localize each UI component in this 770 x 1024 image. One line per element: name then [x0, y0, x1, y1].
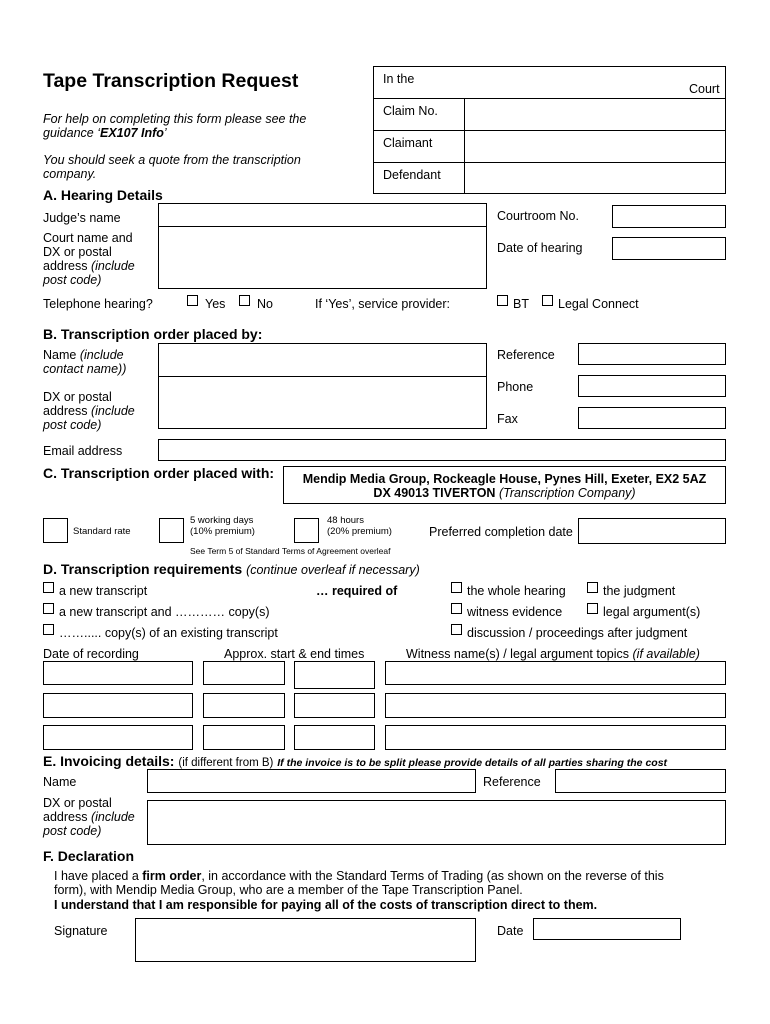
signature-field[interactable]: [135, 918, 476, 962]
witness-names-field[interactable]: [385, 661, 726, 685]
48-hours-checkbox[interactable]: [294, 518, 319, 543]
legal-connect-checkbox[interactable]: [542, 295, 553, 306]
court-name-field[interactable]: [374, 67, 726, 98]
start-time-field[interactable]: [203, 661, 285, 685]
courtroom-no-label: Courtroom No.: [497, 209, 579, 223]
email-field[interactable]: [158, 439, 726, 461]
new-transcript-checkbox[interactable]: [43, 582, 54, 593]
recording-date-field[interactable]: [43, 693, 193, 718]
declaration-text: I have placed a firm order, in accordance with the Standard Terms of Trading (as shown on the reverse of this form), with Mendip Media Group, who are a member of the Tape Transcription Panel.: [54, 869, 664, 897]
end-time-field[interactable]: [294, 725, 375, 750]
invoice-dx-field[interactable]: [147, 800, 726, 845]
whole-hearing-checkbox[interactable]: [451, 582, 462, 593]
new-transcript-copies-label: a new transcript and ………… copy(s): [59, 605, 270, 619]
date-of-hearing-label: Date of hearing: [497, 241, 583, 255]
section-e-heading: E. Invoicing details: (if different from B) If the invoice is to be split please provide details of all parties sharing the cost: [43, 753, 668, 769]
date-of-hearing-field[interactable]: [612, 237, 726, 260]
section-a-heading: A. Hearing Details: [43, 187, 163, 203]
new-transcript-copies-checkbox[interactable]: [43, 603, 54, 614]
order-phone-label: Phone: [497, 380, 534, 394]
section-f-heading: F. Declaration: [43, 848, 135, 864]
48-hours-label: 48 hours: [327, 515, 364, 526]
defendant-field[interactable]: [465, 163, 725, 193]
witness-evidence-checkbox[interactable]: [451, 603, 462, 614]
order-name-field[interactable]: [158, 343, 487, 377]
page-title: Tape Transcription Request: [43, 70, 299, 92]
judges-name-field[interactable]: [158, 203, 487, 227]
required-of-label: … required of: [316, 584, 398, 598]
signature-label: Signature: [54, 924, 108, 938]
existing-copies-label: ……..... copy(s) of an existing transcript: [59, 626, 278, 640]
recording-date-field[interactable]: [43, 725, 193, 750]
section-d-heading: D. Transcription requirements (continue overleaf if necessary): [43, 561, 420, 577]
claimant-label: Claimant: [383, 136, 433, 150]
witness-names-field[interactable]: [385, 693, 726, 718]
date-label: Date: [497, 924, 524, 938]
order-fax-field[interactable]: [578, 407, 726, 429]
yes-label: Yes: [205, 297, 226, 311]
bt-label: BT: [513, 297, 529, 311]
legal-argument-label: legal argument(s): [603, 605, 701, 619]
in-the-label: In the: [383, 72, 415, 86]
five-days-premium: (10% premium): [190, 526, 255, 537]
invoice-reference-field[interactable]: [555, 769, 726, 793]
company-address: Mendip Media Group, Rockeagle House, Pynes Hill, Exeter, EX2 5AZ: [302, 472, 707, 486]
discussion-checkbox[interactable]: [451, 624, 462, 635]
courtroom-no-field[interactable]: [612, 205, 726, 228]
order-fax-label: Fax: [497, 412, 518, 426]
telephone-hearing-label: Telephone hearing?: [43, 297, 153, 311]
end-time-field[interactable]: [294, 693, 375, 718]
recording-date-field[interactable]: [43, 661, 193, 685]
five-days-label: 5 working days: [190, 515, 254, 526]
start-time-field[interactable]: [203, 693, 285, 718]
court-address-field[interactable]: [158, 226, 487, 289]
help-text: For help on completing this form please see the guidance ‘EX107 Info’: [43, 112, 307, 140]
telephone-yes-checkbox[interactable]: [187, 295, 198, 306]
claim-no-label: Claim No.: [383, 104, 438, 118]
legal-connect-label: Legal Connect: [558, 297, 639, 311]
invoice-name-label: Name: [43, 775, 77, 789]
five-working-days-checkbox[interactable]: [159, 518, 184, 543]
telephone-no-checkbox[interactable]: [239, 295, 250, 306]
invoice-name-field[interactable]: [147, 769, 476, 793]
email-label: Email address: [43, 444, 123, 458]
start-end-times-label: Approx. start & end times: [224, 647, 365, 661]
bt-checkbox[interactable]: [497, 295, 508, 306]
order-dx-label: DX or postal address (include post code): [43, 390, 135, 432]
preferred-completion-label: Preferred completion date: [429, 525, 573, 539]
start-time-field[interactable]: [203, 725, 285, 750]
signature-date-field[interactable]: [533, 918, 681, 940]
standard-rate-checkbox[interactable]: [43, 518, 68, 543]
service-provider-label: If ‘Yes’, service provider:: [315, 297, 451, 311]
judgment-label: the judgment: [603, 584, 676, 598]
quote-text: You should seek a quote from the transcription company.: [43, 153, 301, 181]
order-phone-field[interactable]: [578, 375, 726, 397]
section-c-heading: C. Transcription order placed with:: [43, 465, 275, 481]
no-label: No: [257, 297, 273, 311]
whole-hearing-label: the whole hearing: [467, 584, 566, 598]
witness-names-label: Witness name(s) / legal argument topics (if available): [406, 647, 700, 661]
order-name-label: Name (include contact name)): [43, 348, 127, 376]
court-label: Court: [689, 82, 720, 96]
invoice-dx-label: DX or postal address (include post code): [43, 796, 135, 838]
see-term-note: See Term 5 of Standard Terms of Agreement overleaf: [190, 546, 391, 556]
date-of-recording-label: Date of recording: [43, 647, 139, 661]
witness-evidence-label: witness evidence: [467, 605, 563, 619]
witness-names-field[interactable]: [385, 725, 726, 750]
48-hours-premium: (20% premium): [327, 526, 392, 537]
claimant-field[interactable]: [465, 131, 725, 162]
order-reference-label: Reference: [497, 348, 555, 362]
judges-name-label: Judge’s name: [43, 211, 121, 225]
end-time-field[interactable]: [294, 661, 375, 689]
existing-copies-checkbox[interactable]: [43, 624, 54, 635]
invoice-reference-label: Reference: [483, 775, 541, 789]
claim-no-field[interactable]: [465, 99, 725, 130]
court-name-label: Court name and DX or postal address (include post code): [43, 231, 135, 287]
preferred-completion-field[interactable]: [578, 518, 726, 544]
judgment-checkbox[interactable]: [587, 582, 598, 593]
discussion-label: discussion / proceedings after judgment: [467, 626, 688, 640]
standard-rate-label: Standard rate: [73, 526, 131, 537]
order-dx-field[interactable]: [158, 376, 487, 429]
defendant-label: Defendant: [383, 168, 441, 182]
order-reference-field[interactable]: [578, 343, 726, 365]
section-b-heading: B. Transcription order placed by:: [43, 326, 263, 342]
company-dx: DX 49013 TIVERTON (Transcription Company): [373, 486, 636, 500]
new-transcript-label: a new transcript: [59, 584, 148, 598]
declaration-responsibility: I understand that I am responsible for paying all of the costs of transcription direct to them.: [54, 898, 598, 912]
legal-argument-checkbox[interactable]: [587, 603, 598, 614]
